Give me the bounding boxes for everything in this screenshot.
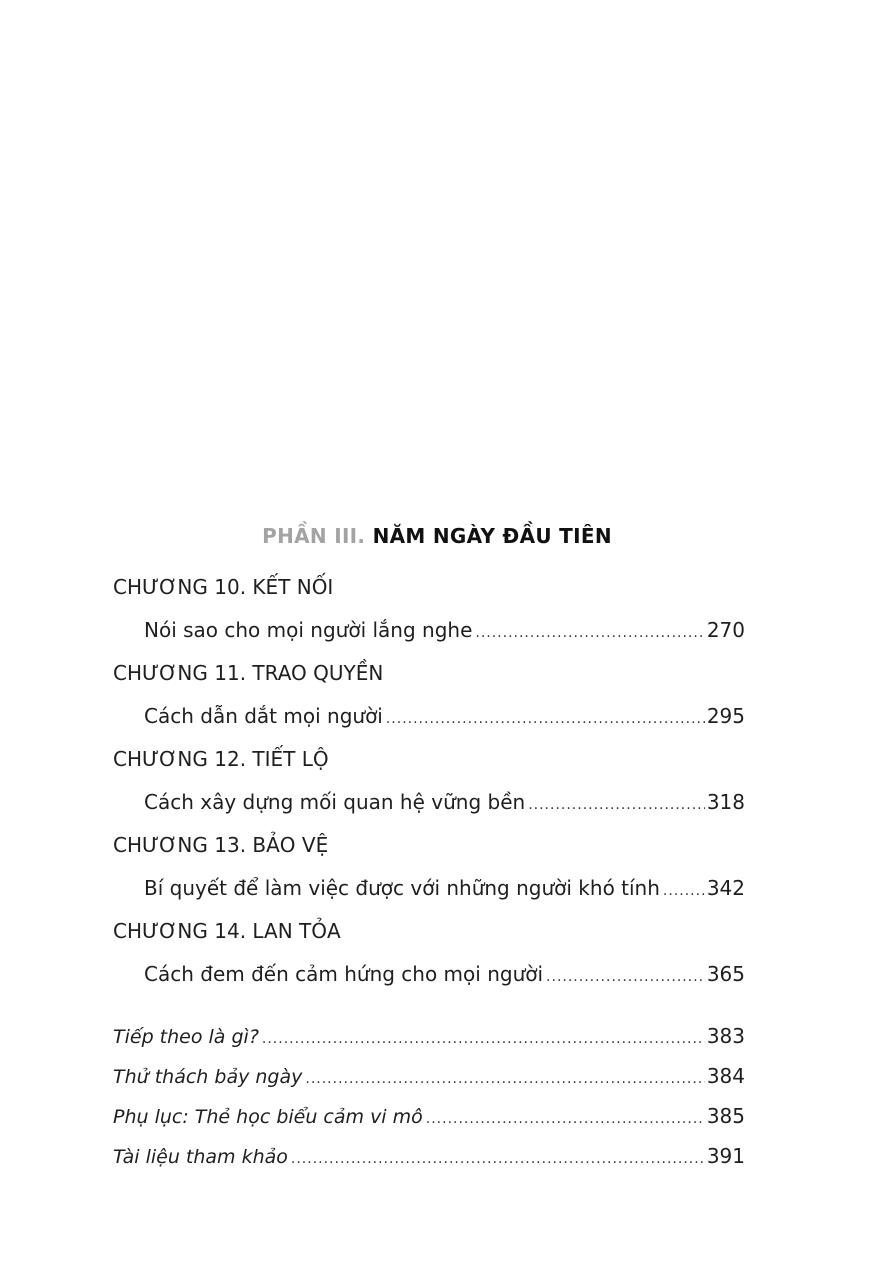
chapter-heading: CHƯƠNG 13. BẢO VỆ — [113, 833, 329, 857]
chapter-heading: CHƯƠNG 10. KẾT NỐI — [113, 575, 334, 599]
entry-title: Thử thách bảy ngày — [113, 1066, 303, 1088]
dot-leader — [528, 779, 705, 831]
dot-leader — [475, 607, 704, 659]
chapter-heading: CHƯƠNG 14. LAN TỎA — [113, 919, 341, 943]
chapter-heading: CHƯƠNG 11. TRAO QUYỀN — [113, 661, 384, 685]
page-number: 342 — [706, 876, 745, 900]
page-number: 385 — [706, 1104, 745, 1128]
part-label: PHẦN III. — [262, 524, 366, 548]
toc-entry-chapter-11 — [113, 690, 745, 742]
page-number: 391 — [706, 1144, 745, 1168]
page-number: 365 — [706, 962, 745, 986]
dot-leader — [262, 1019, 705, 1059]
chapter-12 — [113, 742, 745, 828]
toc-entry-chapter-12 — [113, 776, 745, 828]
dot-leader — [663, 865, 705, 917]
entry-title: Cách đem đến cảm hứng cho mọi người — [144, 962, 544, 986]
table-of-contents — [113, 570, 745, 1176]
chapter-heading: CHƯƠNG 12. TIẾT LỘ — [113, 747, 329, 771]
toc-entry-back-matter — [113, 1056, 745, 1096]
dot-leader — [546, 951, 705, 1003]
entry-title: Bí quyết để làm việc được với những người khó tính — [144, 876, 660, 900]
toc-entry-back-matter — [113, 1016, 745, 1056]
chapter-13 — [113, 828, 745, 914]
entry-title: Nói sao cho mọi người lắng nghe — [144, 618, 473, 642]
page-number: 384 — [706, 1064, 745, 1088]
part-name: NĂM NGÀY ĐẦU TIÊN — [372, 524, 612, 548]
entry-title: Tiếp theo là gì? — [113, 1026, 259, 1048]
toc-entry-back-matter — [113, 1096, 745, 1136]
toc-entry-chapter-13 — [113, 862, 745, 914]
toc-entry-chapter-14 — [113, 948, 745, 1000]
dot-leader — [386, 693, 705, 745]
page-number: 383 — [706, 1024, 745, 1048]
toc-entry-chapter-10 — [113, 604, 745, 656]
dot-leader — [291, 1139, 705, 1179]
back-matter — [113, 1016, 745, 1176]
entry-title: Cách xây dựng mối quan hệ vững bền — [144, 790, 526, 814]
page-number: 295 — [706, 704, 745, 728]
entry-title: Tài liệu tham khảo — [113, 1146, 288, 1168]
chapter-14 — [113, 914, 745, 1000]
dot-leader — [426, 1099, 705, 1139]
entry-title: Phụ lục: Thẻ học biểu cảm vi mô — [113, 1106, 423, 1128]
page-number: 270 — [706, 618, 745, 642]
page-number: 318 — [706, 790, 745, 814]
dot-leader — [305, 1059, 704, 1099]
toc-entry-back-matter — [113, 1136, 745, 1176]
chapter-11 — [113, 656, 745, 742]
chapter-10 — [113, 570, 745, 656]
part-title — [0, 524, 874, 548]
entry-title: Cách dẫn dắt mọi người — [144, 704, 383, 728]
